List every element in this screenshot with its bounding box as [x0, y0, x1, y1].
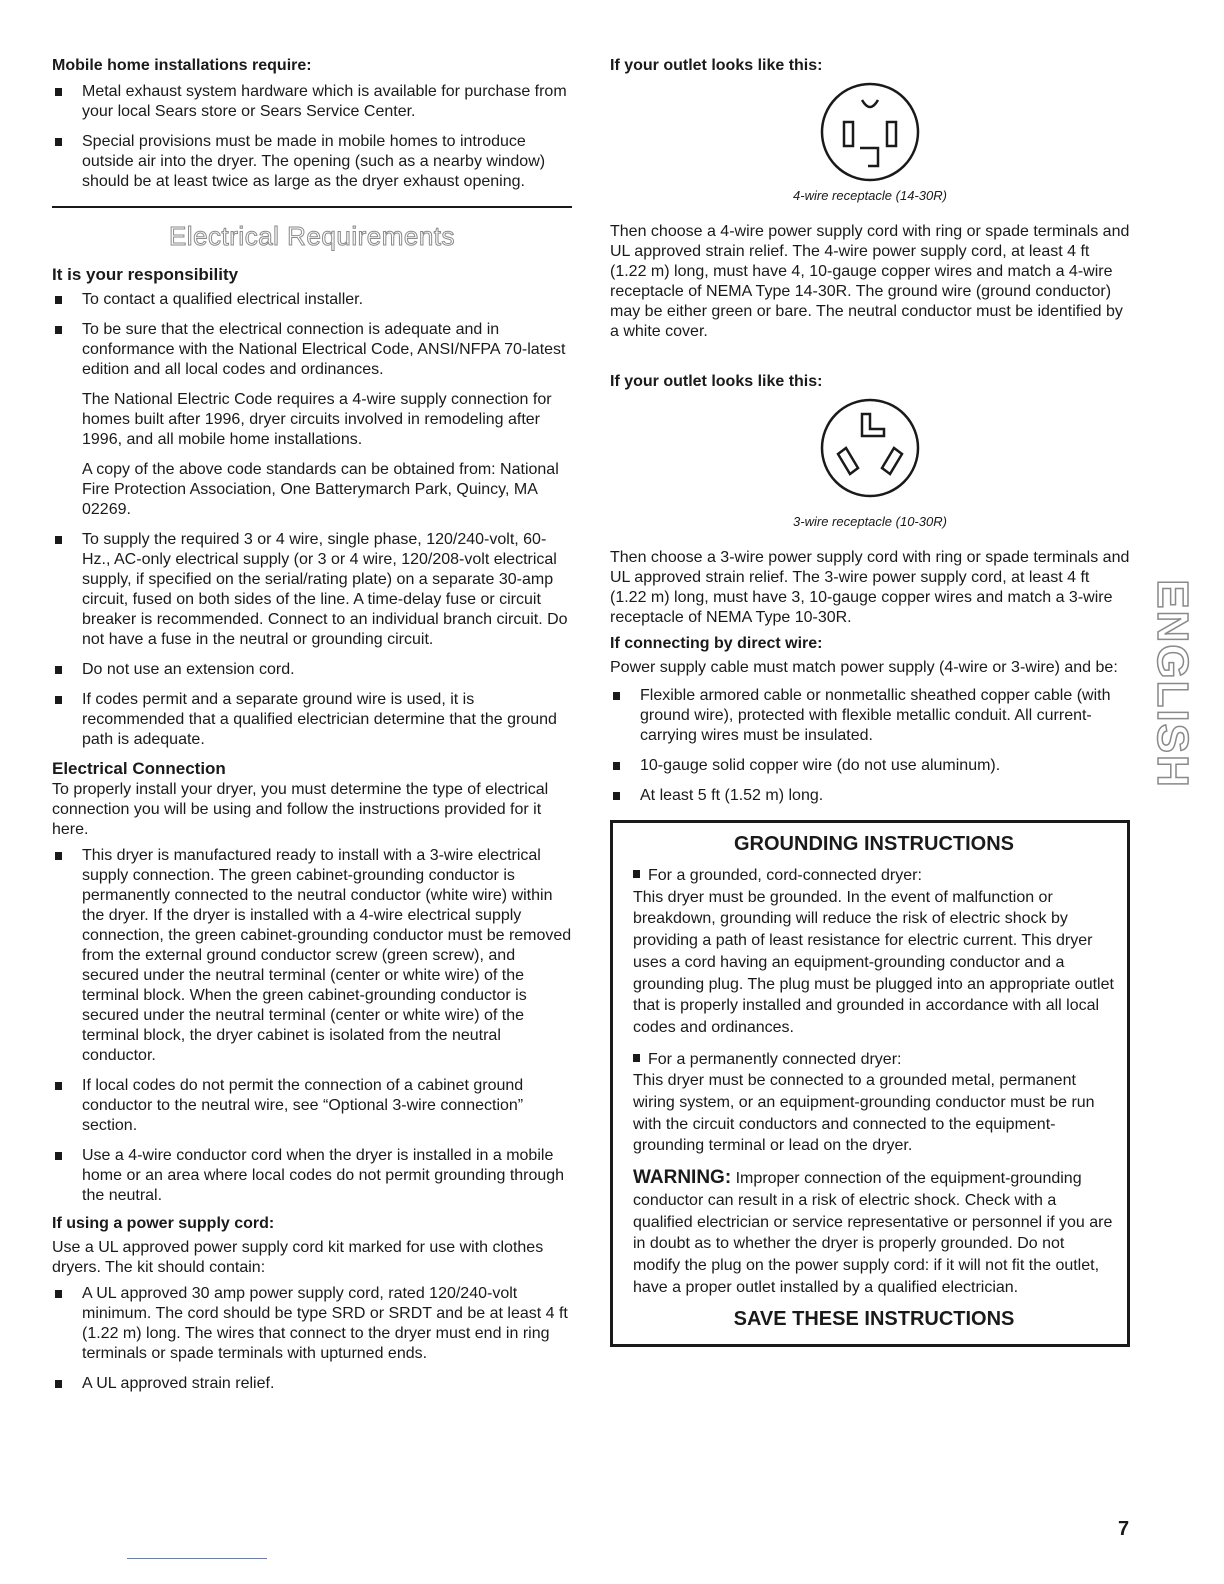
footer-divider: [127, 1558, 267, 1559]
mobile-list: [52, 82, 572, 192]
mobile-heading: Mobile home installations require:: [52, 57, 312, 74]
list-item: Use a 4-wire conductor cord when the dryer is installed in a mobile home or an area where local codes do not permit grounding through the neutral.: [52, 1146, 572, 1206]
grounding-instructions-box: [610, 820, 1130, 1347]
grounding-bullet-1-text: For a grounded, cord-connected dryer:: [648, 867, 922, 884]
list-item: To be sure that the electrical connection is adequate and in conformance with the National Electrical Code, ANSI/NFPA 70-latest edition and all local codes and ordinances.: [52, 320, 572, 380]
list-item: Do not use an extension cord.: [52, 660, 572, 680]
connection-intro: To properly install your dryer, you must determine the type of electrical connection you will be using and follow the instructions provided for it here.: [52, 781, 549, 838]
language-side-tab: [1148, 562, 1198, 806]
responsibility-list-cont: [52, 530, 572, 750]
cord-intro: Use a UL approved power supply cord kit marked for use with clothes dryers. The kit should contain:: [52, 1239, 544, 1276]
caption-3wire: 3-wire receptacle (10-30R): [793, 514, 947, 529]
grounding-text-1: This dryer must be grounded. In the event of malfunction or breakdown, grounding will reduce the risk of electric shock by providing a path of least resistance for electric current. This dryer uses a cord having an equipment-grounding conductor and a grounding plug. The plug must be plugged into an appropriate outlet that is properly installed and grounded in accordance with all local codes and ordinances.: [633, 888, 1114, 1036]
grounding-title: GROUNDING INSTRUCTIONS: [734, 833, 1014, 855]
side-tab-label: ENGLISH: [1148, 579, 1198, 789]
outlet-heading-4wire: If your outlet looks like this:: [610, 57, 823, 74]
section-divider: [52, 206, 572, 208]
direct-wire-intro: Power supply cable must match power supply (4-wire or 3-wire) and be:: [610, 659, 1118, 676]
paragraph-3wire: Then choose a 3-wire power supply cord with ring or spade terminals and UL approved strain relief. The 3-wire power supply cord, at least 4 ft (1.22 m) long, must have 3, 10-gauge copper wires and match a 3-wire receptacle of NEMA Type 10-30R.: [610, 549, 1130, 626]
responsibility-heading: It is your responsibility: [52, 265, 239, 284]
caption-4wire: 4-wire receptacle (14-30R): [793, 188, 947, 203]
list-item: A UL approved strain relief.: [52, 1374, 572, 1394]
cord-heading: If using a power supply cord:: [52, 1215, 275, 1232]
list-item: Flexible armored cable or nonmetallic sheathed copper cable (with ground wire), protected with flexible metallic conduit. All current-carrying wires must be insulated.: [610, 686, 1130, 746]
four-wire-receptacle-icon: [818, 80, 922, 184]
three-wire-receptacle-icon: [818, 396, 922, 500]
code-source-note: A copy of the above code standards can be obtained from: National Fire Protection Association, One Batterymarch Park, Quincy, MA 02269.: [82, 461, 559, 518]
list-item: If codes permit and a separate ground wire is used, it is recommended that a qualified electrician determine that the ground path is adequate.: [52, 690, 572, 750]
list-item: 10-gauge solid copper wire (do not use aluminum).: [610, 756, 1130, 776]
list-item: This dryer is manufactured ready to install with a 3-wire electrical supply connection. The green cabinet-grounding conductor is permanently connected to the neutral conductor (white wire) within the dryer. If the dryer is installed with a 4-wire electrical supply connection, the green cabinet-grounding conductor must be removed from the external ground conductor screw (green screw), and secured under the neutral terminal (center or white wire) of the terminal block. When the green cabinet-grounding conductor is secured under the neutral terminal (center or white wire) of the terminal block, the dryer cabinet is isolated from the neutral conductor.: [52, 846, 572, 1066]
list-item: At least 5 ft (1.52 m) long.: [610, 786, 1130, 806]
grounding-text-2: This dryer must be connected to a grounded metal, permanent wiring system, or an equipment-grounding conductor must be run with the circuit conductors and connected to the equipment-grounding terminal or lead on the dryer.: [633, 1072, 1095, 1155]
grounding-bullet-1: [633, 865, 1115, 887]
list-item: To supply the required 3 or 4 wire, single phase, 120/240-volt, 60-Hz., AC-only electrical supply (or 3 or 4 wire, 120/208-volt electrical supply, if specified on the serial/rating plate) on a separate 30-amp circuit, fused on both sides of the line. A time-delay fuse or circuit breaker is recommended. Connect to an individual branch circuit. Do not have a fuse in the neutral or grounding circuit.: [52, 530, 572, 650]
cord-list: [52, 1284, 572, 1394]
section-title: Electrical Requirements: [168, 221, 456, 251]
page-number: 7: [1118, 1518, 1130, 1540]
grounding-bullet-2: [633, 1049, 1115, 1071]
direct-wire-heading: If connecting by direct wire:: [610, 635, 823, 652]
code-note: The National Electric Code requires a 4-wire supply connection for homes built after 1996, dryer circuits involved in remodeling after 1996, and all mobile home installations.: [82, 391, 552, 448]
bullet-icon: [633, 870, 640, 878]
warning-label: WARNING:: [633, 1167, 732, 1189]
responsibility-list: [52, 290, 572, 380]
right-column: [610, 56, 1130, 1347]
list-item: If local codes do not permit the connection of a cabinet ground conductor to the neutral wire, see “Optional 3-wire connection” section.: [52, 1076, 572, 1136]
grounding-bullet-2-text: For a permanently connected dryer:: [648, 1050, 902, 1068]
save-instructions: SAVE THESE INSTRUCTIONS: [733, 1308, 1015, 1331]
left-column: [52, 56, 572, 1394]
list-item: Metal exhaust system hardware which is available for purchase from your local Sears store or Sears Service Center.: [52, 82, 572, 122]
connection-heading: Electrical Connection: [52, 759, 226, 778]
warning-text: Improper connection of the equipment-grounding conductor can result in a risk of electric shock. Check with a qualified electrician or service representative or personnel if you are in doubt as to whether the dryer is properly grounded. Do not modify the plug on the power supply cord: if it will not fit the outlet, have a proper outlet installed by a qualified electrician.: [633, 1170, 1113, 1296]
bullet-icon: [633, 1054, 640, 1062]
list-item: To contact a qualified electrical installer.: [52, 290, 572, 310]
direct-wire-list: [610, 686, 1130, 806]
list-item: Special provisions must be made in mobile homes to introduce outside air into the dryer. The opening (such as a nearby window) should be at least twice as large as the dryer exhaust opening.: [52, 132, 572, 192]
paragraph-4wire: Then choose a 4-wire power supply cord with ring or spade terminals and UL approved strain relief. The 4-wire power supply cord, at least 4 ft (1.22 m) long, must have 4, 10-gauge copper wires and match a 4-wire receptacle of NEMA Type 14-30R. The ground wire (ground conductor) may be either green or bare. The neutral conductor must be identified by a white cover.: [610, 223, 1130, 340]
warning-paragraph: [633, 1167, 1115, 1298]
list-item: A UL approved 30 amp power supply cord, rated 120/240-volt minimum. The cord should be type SRD or SRDT and be at least 4 ft (1.22 m) long. The wires that connect to the dryer must end in ring terminals or spade terminals with upturned ends.: [52, 1284, 572, 1364]
connection-list: [52, 846, 572, 1206]
outlet-heading-3wire: If your outlet looks like this:: [610, 373, 823, 390]
